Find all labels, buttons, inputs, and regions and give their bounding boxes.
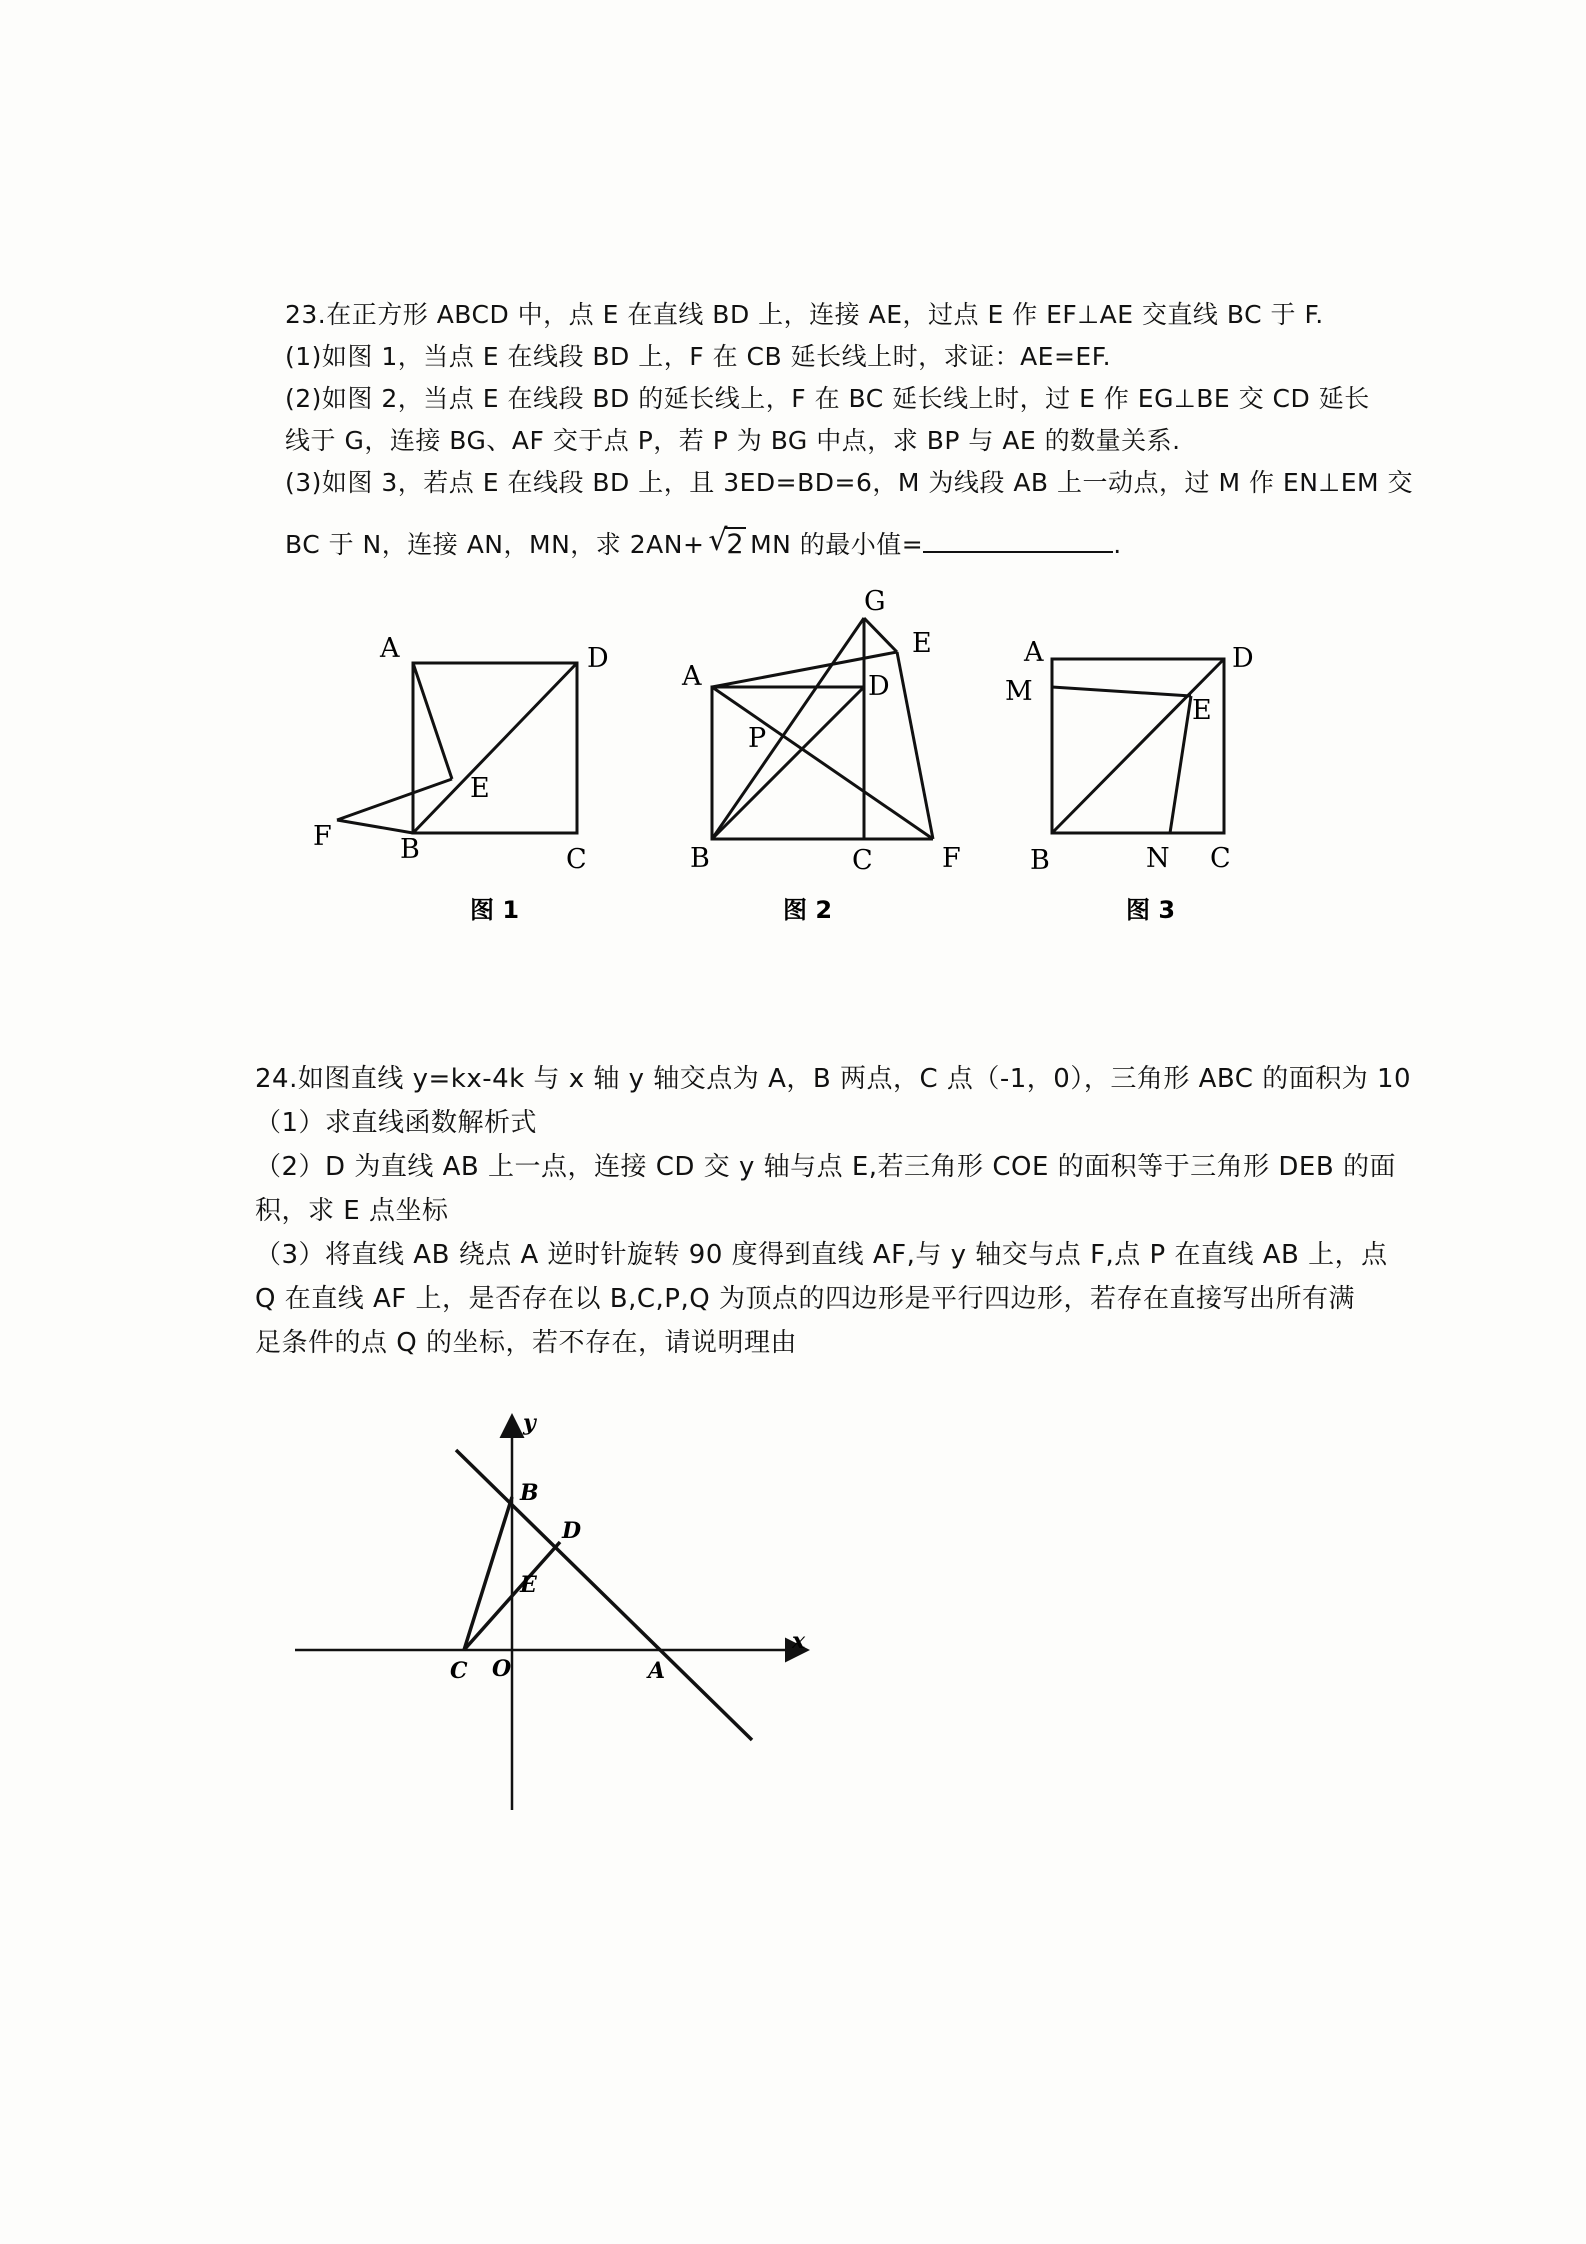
fig1-caption: 图 1 [470, 896, 520, 924]
fig2-caption: 图 2 [783, 896, 833, 924]
q24-part1: （1）求直线函数解析式 [255, 1108, 538, 1138]
graph-label-A: A [648, 1658, 666, 1684]
q23-part3-text-post: MN 的最小值= [750, 530, 924, 559]
q24-part3-line3: 足条件的点 Q 的坐标，若不存在，请说明理由 [255, 1328, 797, 1358]
fig3-label-E: E [1192, 695, 1212, 726]
answer-blank [923, 529, 1113, 553]
segment-CB [464, 1497, 512, 1650]
q23-part3-text-pre: BC 于 N，连接 AN，MN，求 2AN+ [285, 530, 705, 559]
fig3-label-M: M [1005, 676, 1033, 707]
q23-part1: (1)如图 1，当点 E 在线段 BD 上，F 在 CB 延长线上时，求证：AE=EF. [285, 342, 1112, 371]
fig1-label-F: F [313, 821, 332, 852]
fig3-label-D: D [1232, 643, 1254, 674]
fig2-label-A: A [682, 661, 702, 692]
fig2-label-D: D [868, 671, 890, 702]
q24-part3-line2: Q 在直线 AF 上，是否存在以 B,C,P,Q 为顶点的四边形是平行四边形，若存在直接写出所有满 [255, 1284, 1355, 1314]
q23-part2-line1: (2)如图 2，当点 E 在线段 BD 的延长线上，F 在 BC 延长线上时，过 E 作 EG⊥BE 交 CD 延长 [285, 384, 1370, 413]
line-AB [456, 1450, 752, 1740]
q24-graph [280, 1400, 820, 1820]
fig3-caption: 图 3 [1126, 896, 1176, 924]
fig2-label-F: F [942, 843, 961, 874]
q23-part3-end: . [1113, 530, 1122, 559]
figure-2-drawing [712, 618, 933, 839]
graph-label-C: C [450, 1658, 468, 1684]
q24-part3-line1: （3）将直线 AB 绕点 A 逆时针旋转 90 度得到直线 AF,与 y 轴交与点 F,点 P 在直线 AB 上，点 [255, 1240, 1388, 1270]
fig1-label-C: C [566, 844, 587, 875]
q23-part3-line2 [285, 525, 1122, 561]
graph-drawing [295, 1418, 805, 1810]
q24-intro: 24.如图直线 y=kx-4k 与 x 轴 y 轴交点为 A，B 两点，C 点（-1，0），三角形 ABC 的面积为 10 [255, 1064, 1412, 1094]
graph-label-B: B [520, 1480, 539, 1506]
q23-figures [0, 560, 1586, 960]
q24-part2-line1: （2）D 为直线 AB 上一点，连接 CD 交 y 轴与点 E,若三角形 COE 的面积等于三角形 DEB 的面 [255, 1152, 1396, 1182]
q23-part3-line1: (3)如图 3，若点 E 在线段 BD 上，且 3ED=BD=6，M 为线段 AB 上一动点，过 M 作 EN⊥EM 交 [285, 468, 1414, 497]
q24-part2-line2: 积，求 E 点坐标 [255, 1196, 449, 1226]
fig3-label-N: N [1146, 843, 1170, 874]
q23-intro: 23.在正方形 ABCD 中，点 E 在直线 BD 上，连接 AE，过点 E 作 EF⊥AE 交直线 BC 于 F. [285, 300, 1324, 329]
fig2-label-E: E [912, 628, 932, 659]
graph-label-E: E [520, 1572, 537, 1598]
graph-label-D: D [562, 1518, 582, 1544]
figure-3-drawing [1052, 659, 1224, 833]
fig1-label-A: A [380, 633, 400, 664]
figure-1-drawing [337, 663, 577, 833]
fig1-label-E: E [470, 773, 490, 804]
fig1-label-D: D [587, 643, 609, 674]
fig2-label-B: B [690, 843, 710, 874]
fig3-label-B: B [1030, 845, 1050, 876]
fig3-label-C: C [1210, 843, 1231, 874]
fig3-label-A: A [1024, 637, 1044, 668]
fig2-label-C: C [852, 845, 873, 876]
fig2-label-G: G [864, 586, 886, 617]
q23-part2-line2: 线于 G，连接 BG、AF 交于点 P，若 P 为 BG 中点，求 BP 与 AE 的数量关系. [285, 426, 1181, 455]
graph-label-y: y [523, 1410, 536, 1436]
sqrt-symbol: √ 2 [708, 523, 745, 560]
graph-label-x: x [792, 1628, 806, 1654]
sqrt-radicand: 2 [726, 529, 745, 560]
fig2-label-P: P [748, 723, 767, 754]
fig1-label-B: B [400, 834, 420, 865]
graph-label-O: O [492, 1656, 512, 1682]
